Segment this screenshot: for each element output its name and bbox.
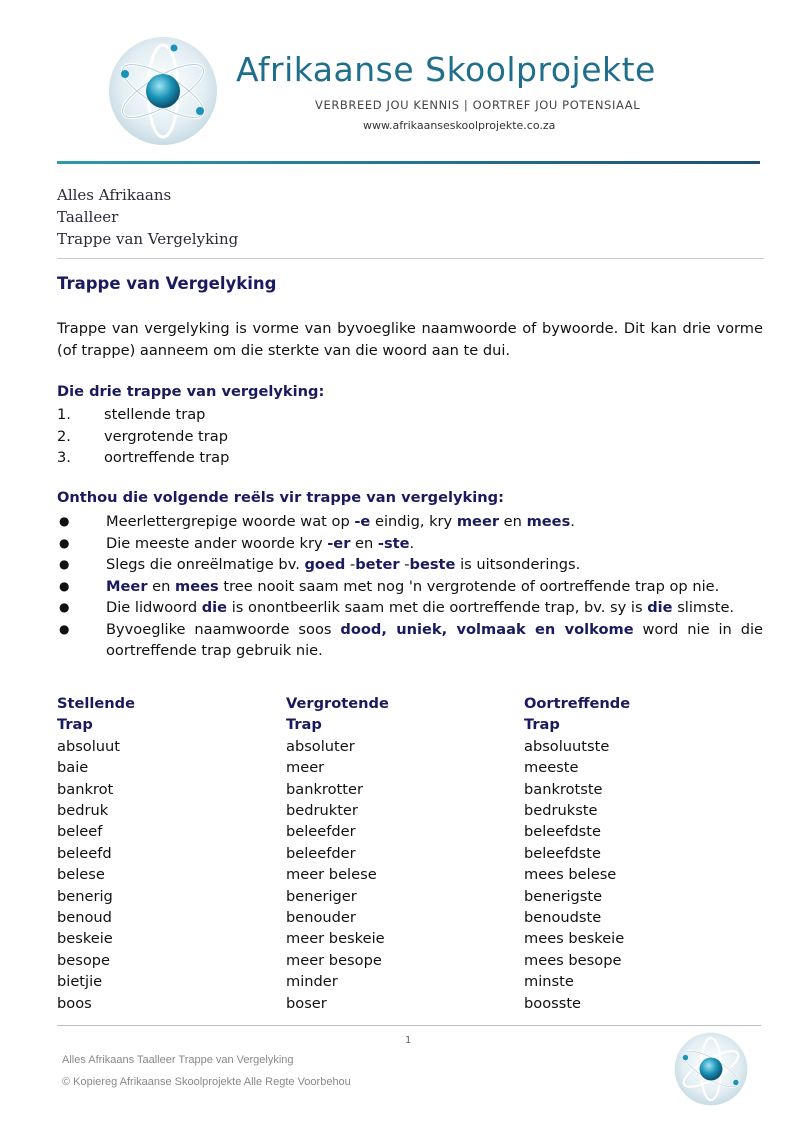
table-cell: mees besope bbox=[524, 951, 622, 969]
table-cell: meer besope bbox=[286, 951, 382, 969]
bullet-icon: ● bbox=[59, 514, 70, 528]
bullet-icon: ● bbox=[59, 600, 70, 614]
table-header: Trap bbox=[286, 716, 322, 734]
breadcrumb-item[interactable]: Taalleer bbox=[57, 208, 119, 226]
table-cell: bankrotste bbox=[524, 780, 603, 798]
table-header: Stellende bbox=[57, 695, 136, 712]
table-cell: baie bbox=[57, 759, 89, 777]
table-cell: beleefdste bbox=[524, 844, 601, 862]
table-cell: minste bbox=[524, 973, 574, 991]
table-cell: mees belese bbox=[524, 866, 617, 884]
table-cell: absoluut bbox=[57, 737, 121, 755]
table-cell: beleefd bbox=[57, 844, 112, 862]
list-item: ● Die meeste ander woorde kry -er en -ste. bbox=[57, 533, 763, 555]
table-header: Vergrotende bbox=[286, 695, 389, 712]
table-cell: belese bbox=[57, 866, 105, 884]
degrees-heading: Die drie trappe van vergelyking: bbox=[57, 383, 325, 400]
table-cell: beleefder bbox=[286, 844, 356, 862]
table-header: Trap bbox=[57, 716, 93, 734]
table-cell: meeste bbox=[524, 759, 579, 777]
table-cell: benerig bbox=[57, 887, 113, 905]
table-header: Trap bbox=[524, 716, 560, 734]
page-number: 1 bbox=[405, 1035, 412, 1046]
bullet-icon: ● bbox=[59, 557, 70, 571]
list-item: ● Slegs die onreëlmatige bv. goed -beter -beste is uitsonderings. bbox=[57, 554, 763, 576]
list-number: 1. bbox=[57, 406, 71, 423]
table-cell: minder bbox=[286, 973, 338, 991]
table-cell: bankrotter bbox=[286, 780, 363, 798]
breadcrumb-divider bbox=[57, 258, 764, 259]
list-text: oortreffende trap bbox=[104, 449, 230, 466]
table-cell: bedruk bbox=[57, 802, 109, 820]
brand-title: Afrikaanse Skoolprojekte bbox=[236, 50, 656, 89]
table-cell: bietjie bbox=[57, 973, 103, 991]
breadcrumb bbox=[57, 184, 238, 250]
table-cell: bedrukter bbox=[286, 802, 358, 820]
degrees-list bbox=[57, 404, 229, 469]
table-cell: beskeie bbox=[57, 930, 113, 948]
bullet-icon: ● bbox=[59, 535, 70, 550]
table-header: Oortreffende bbox=[524, 695, 631, 712]
list-text: stellende trap bbox=[104, 406, 206, 423]
table-cell: boosste bbox=[524, 994, 582, 1012]
breadcrumb-item[interactable]: Alles Afrikaans bbox=[57, 186, 172, 204]
table-cell: beleefder bbox=[286, 823, 356, 841]
table-column-stellende bbox=[57, 693, 286, 1014]
list-number: 3. bbox=[57, 449, 71, 466]
table-cell: benouder bbox=[286, 909, 356, 927]
table-cell: benoudste bbox=[524, 909, 602, 927]
table-cell: absoluter bbox=[286, 737, 355, 755]
rules-list bbox=[57, 511, 763, 662]
footer-text: Alles Afrikaans Taalleer Trappe van Vergelyking bbox=[62, 1054, 294, 1066]
atom-logo-small-icon bbox=[674, 1032, 748, 1106]
page-title: Trappe van Vergelyking bbox=[57, 274, 277, 293]
footer-copyright: © Kopiereg Afrikaanse Skoolprojekte Alle Regte Voorbehou bbox=[62, 1076, 351, 1088]
bullet-icon: ● bbox=[59, 621, 70, 636]
atom-logo-icon bbox=[108, 36, 218, 146]
list-item bbox=[57, 404, 229, 426]
comparison-table bbox=[57, 693, 753, 1014]
list-item: ● Meer en mees tree nooit saam met nog 'n vergrotende of oortreffende trap op nie. bbox=[57, 576, 763, 598]
header-divider bbox=[57, 161, 760, 164]
table-column-vergrotende bbox=[286, 693, 524, 1014]
table-cell: beleefdste bbox=[524, 823, 601, 841]
list-item bbox=[57, 447, 229, 469]
brand-tagline: VERBREED JOU KENNIS | OORTREF JOU POTENSIAAL bbox=[315, 98, 641, 112]
table-column-oortreffende bbox=[524, 693, 753, 1014]
table-cell: beleef bbox=[57, 823, 103, 841]
list-text: vergrotende trap bbox=[104, 427, 228, 445]
list-item bbox=[57, 426, 229, 448]
footer-divider bbox=[57, 1025, 761, 1026]
breadcrumb-item[interactable]: Trappe van Vergelyking bbox=[57, 230, 239, 248]
intro-paragraph: Trappe van vergelyking is vorme van byvoeglike naamwoorde of bywoorde. Dit kan drie vorme (of trappe) aanneem om die sterkte van die woord aan te dui. bbox=[57, 320, 763, 359]
table-cell: meer beskeie bbox=[286, 930, 385, 948]
brand-url[interactable]: www.afrikaanseskoolprojekte.co.za bbox=[363, 119, 556, 132]
table-cell: meer belese bbox=[286, 866, 377, 884]
list-item: ● Byvoeglike naamwoorde soos dood, uniek, volmaak en volkome word nie in die oortreffende trap gebruik nie. bbox=[57, 619, 763, 662]
table-cell: bedrukste bbox=[524, 802, 598, 820]
list-number: 2. bbox=[57, 427, 71, 445]
bullet-icon: ● bbox=[59, 578, 70, 593]
table-cell: besope bbox=[57, 951, 111, 969]
rules-heading: Onthou die volgende reëls vir trappe van vergelyking: bbox=[57, 489, 504, 506]
table-cell: mees beskeie bbox=[524, 930, 625, 948]
table-cell: boser bbox=[286, 994, 327, 1012]
table-cell: beneriger bbox=[286, 887, 357, 905]
table-cell: bankrot bbox=[57, 780, 114, 798]
table-cell: benerigste bbox=[524, 887, 603, 905]
table-cell: absoluutste bbox=[524, 737, 610, 755]
list-item: ● Die lidwoord die is onontbeerlik saam met die oortreffende trap, bv. sy is die slimste. bbox=[57, 597, 763, 619]
table-cell: boos bbox=[57, 994, 92, 1012]
list-item: ● Meerlettergrepige woorde wat op -e eindig, kry meer en mees. bbox=[57, 511, 763, 533]
table-cell: meer bbox=[286, 759, 325, 777]
table-cell: benoud bbox=[57, 909, 112, 927]
